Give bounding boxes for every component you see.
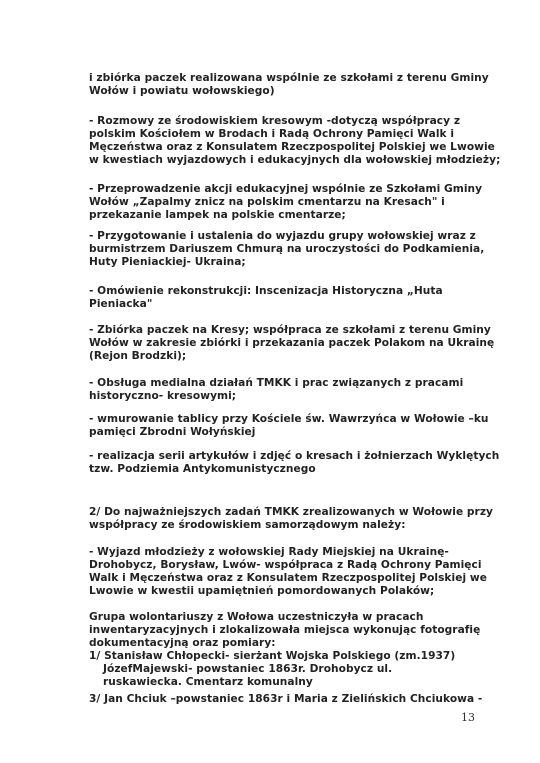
text-line: - wmurowanie tablicy przy Kościele św. Wawrzyńca w Wołowie –ku [89, 413, 489, 425]
text-line: tzw. Podziemia Antykomunistycznego [89, 463, 316, 475]
text-line: polskim Kościołem w Brodach i Radą Ochrony Pamięci Walk i [89, 128, 455, 140]
text-line: Walk i Męczeństwa oraz z Konsulatem Rzeczpospolitej Polskiej we [89, 572, 487, 584]
text-line: inwentaryzacyjnych i zlokalizowała miejsca wykonując fotografię [89, 624, 481, 636]
text-line: współpracy ze środowiskiem samorządowym należy: [89, 519, 406, 531]
text-line: Pieniacka" [89, 298, 153, 310]
text-line: Męczeństwa oraz z Konsulatem Rzeczpospolitej Polskiej we Lwowie [89, 141, 495, 153]
text-line: Wołów w zakresie zbiórki i przekazania paczek Polakom na Ukrainę [89, 337, 495, 349]
text-line: Wołów i powiatu wołowskiego) [89, 85, 275, 97]
text-line: JózefMajewski- powstaniec 1863r. Drohobycz ul. [103, 663, 393, 675]
text-line: - Wyjazd młodzieży z wołowskiej Rady Miejskiej na Ukrainę- [89, 546, 449, 558]
text-line: i zbiórka paczek realizowana wspólnie ze szkołami z terenu Gminy [89, 72, 489, 84]
text-line: Wołów „Zapalmy znicz na polskim cmentarzu na Kresach" i [89, 196, 445, 208]
text-line: burmistrzem Dariuszem Chmurą na uroczystości do Podkamienia, [89, 243, 485, 255]
text-line: - Omówienie rekonstrukcji: Inscenizacja Historyczna „Huta [89, 285, 443, 297]
text-line: ruskawiecka. Cmentarz komunalny [103, 676, 313, 688]
text-line: - realizacja serii artykułów i zdjęć o kresach i żołnierzach Wyklętych [89, 450, 500, 462]
text-line: - Przygotowanie i ustalenia do wyjazdu grupy wołowskiej wraz z [89, 230, 476, 242]
text-line: - Rozmowy ze środowiskiem kresowym -dotyczą współpracy z [89, 115, 461, 127]
text-line: Drohobycz, Borysław, Lwów- współpraca z Radą Ochrony Pamięci [89, 559, 482, 571]
text-line: przekazanie lampek na polskie cmentarze; [89, 209, 346, 221]
text-line: historyczno- kresowymi; [89, 390, 237, 402]
text-line: Grupa wolontariuszy z Wołowa uczestniczyła w pracach [89, 611, 424, 623]
text-line: - Obsługa medialna działań TMKK i prac związanych z pracami [89, 377, 464, 389]
text-line: w kwestiach wyjazdowych i edukacyjnych dla wołowskiej młodzieży; [89, 154, 501, 166]
text-line: 3/ Jan Chciuk –powstaniec 1863r i Maria z Zielińskich Chciukowa - [89, 693, 483, 705]
text-line: Huty Pieniackiej- Ukraina; [89, 256, 246, 268]
text-line: pamięci Zbrodni Wołyńskiej [89, 426, 256, 438]
text-line: Lwowie w kwestii upamiętnień pomordowanych Polaków; [89, 585, 435, 597]
text-line: dokumentacyjną oraz pomiary: [89, 637, 276, 649]
text-line: - Zbiórka paczek na Kresy; współpraca ze szkołami z terenu Gminy [89, 324, 491, 336]
text-line: - Przeprowadzenie akcji edukacyjnej wspólnie ze Szkołami Gminy [89, 183, 483, 195]
text-line: 2/ Do najważniejszych zadań TMKK zrealizowanych w Wołowie przy [89, 506, 494, 518]
text-line: (Rejon Brodzki); [89, 350, 187, 362]
text-line: 1/ Stanisław Chłopecki- sierżant Wojska Polskiego (zm.1937) [89, 650, 456, 662]
page-number: 13 [461, 711, 475, 724]
